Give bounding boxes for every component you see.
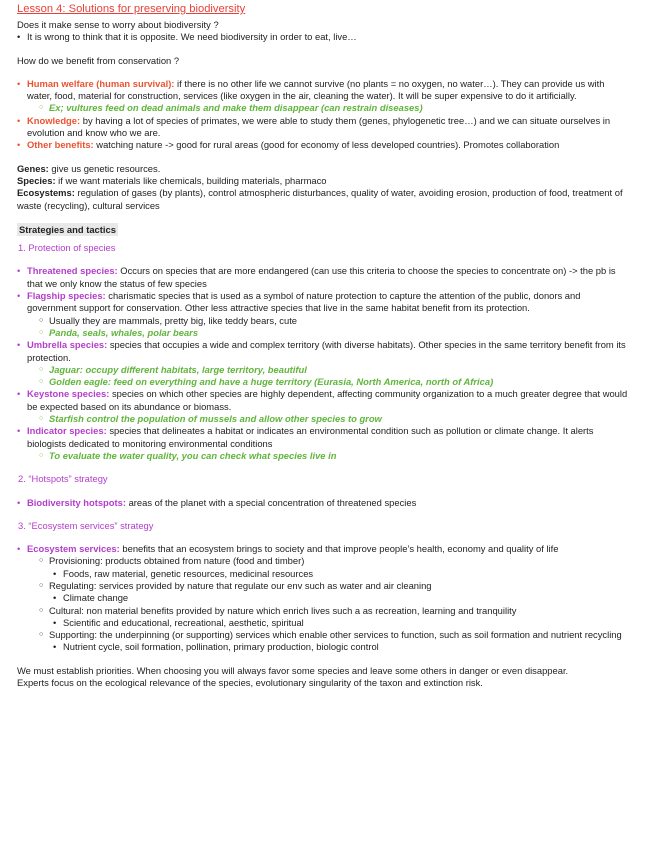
threatened-species: • Threatened species: Occurs on species that are more endangered (can use this criteria to choose the species to concentrate on) -> the pb is that we only know the status of few species [17,265,632,290]
strategies-heading: Strategies and tactics [19,223,116,235]
level-species: Species: if we want materials like chemicals, building materials, pharmaco [17,174,327,186]
provisioning-detail: • Foods, raw material, genetic resources, medicinal resources [17,568,632,580]
other-benefits-label: Other benefits: [27,139,94,151]
cultural-service: ○ Cultural: non material benefits provided by nature which enrich lives such a as recreation, learning and tranquility [17,605,632,617]
section-hotspots: 2. “Hotspots” strategy [18,473,108,485]
regulating-service: ○ Regulating: services provided by nature that regulate our env such as water and air cleaning [17,580,632,592]
flagship-note: ○ Usually they are mammals, pretty big, like teddy bears, cute [17,315,632,327]
umbrella-example-eagle: ○ Golden eagle: feed on everything and have a huge territory (Eurasia, North America, north of Africa) [17,376,632,388]
question-conservation: How do we benefit from conservation ? [17,54,180,66]
benefit-human-welfare: • Human welfare (human survival): if there is no other life we cannot survive (no plants = no oxygen, no water…). They can provide us with water, food, material for construction, services (like oxygen in the air, cleaning the water). It will be super expensive to do it artificially. [17,78,632,103]
level-genes: Genes: give us genetic resources. [17,162,161,174]
answer-bullet: • It is wrong to think that it is opposite. We need biodiversity in order to eat, live… [17,31,632,43]
umbrella-species: • Umbrella species: species that occupies a wide and complex territory (with diverse habitats). Other species in the same territory benefit from its protection. [17,339,632,364]
section-ecosystem-services: 3. “Ecosystem services” strategy [18,519,154,531]
regulating-detail: • Climate change [17,592,632,604]
cultural-detail: • Scientific and educational, recreational, aesthetic, spiritual [17,617,632,629]
ecosystem-services: • Ecosystem services: benefits that an ecosystem brings to society and that improve people’s health, economy and quality of life [17,543,632,555]
indicator-species: • Indicator species: species that delineates a habitat or indicates an environmental condition such as pollution or climate change. It alerts biologists dedicated to monitoring environmental conditions [17,425,632,450]
supporting-detail: • Nutrient cycle, soil formation, pollination, primary production, biologic control [17,641,632,653]
keystone-species: • Keystone species: species on which other species are highly dependent, affecting community organization to a much greater degree that would be expected based on its abundance or biomass. [17,388,632,413]
provisioning-service: ○ Provisioning: products obtained from nature (food and timber) [17,555,632,567]
umbrella-example-jaguar: ○ Jaguar: occupy different habitats, large territory, beautiful [17,364,632,376]
supporting-service: ○ Supporting: the underpinning (or supporting) services which enable other services to function, such as soil formation and nutrient recycling [17,629,632,641]
human-welfare-example: ○ Ex; vultures feed on dead animals and make them disappear (can restrain diseases) [17,102,632,114]
closing-priorities: We must establish priorities. When choosing you will always favor some species and leave some others in danger or even disappear. [17,664,569,676]
benefit-other: • Other benefits: watching nature -> good for rural areas (good for economy of less developed countries). Promotes collaboration [17,139,632,151]
benefit-knowledge: • Knowledge: by having a lot of species of primates, we were able to study them (genes, phylogenetic tree…) and we can situate ourselves in evolution and know who we are. [17,115,632,140]
human-welfare-label: Human welfare (human survival): [27,77,175,89]
flagship-species: • Flagship species: charismatic species that is used as a symbol of nature protection to capture the attention of the public, donors and government support for conservation. Other less attractive species that live in the same habitat benefit from its protection. [17,290,632,315]
closing-experts: Experts focus on the ecological relevance of the species, evolutionary singularity of the taxon and extinction risk. [17,677,483,689]
flagship-example: ○ Panda, seals, whales, polar bears [17,327,632,339]
question-biodiversity: Does it make sense to worry about biodiversity ? [17,19,219,30]
biodiversity-hotspots: • Biodiversity hotspots: areas of the planet with a special concentration of threatened species [17,497,632,509]
indicator-example: ○ To evaluate the water quality, you can check what species live in [17,450,632,462]
lesson-title: Lesson 4: Solutions for preserving biodiversity [17,3,246,15]
knowledge-label: Knowledge: [27,114,81,126]
level-ecosystems: Ecosystems: regulation of gases (by plants), control atmospheric disturbances, quality of water, avoiding erosion, production of food, treatment of waste (recycling), cultural services [17,187,623,211]
keystone-example: ○ Starfish control the population of mussels and allow other species to grow [17,413,632,425]
section-protection-of-species: 1. Protection of species [18,242,116,254]
